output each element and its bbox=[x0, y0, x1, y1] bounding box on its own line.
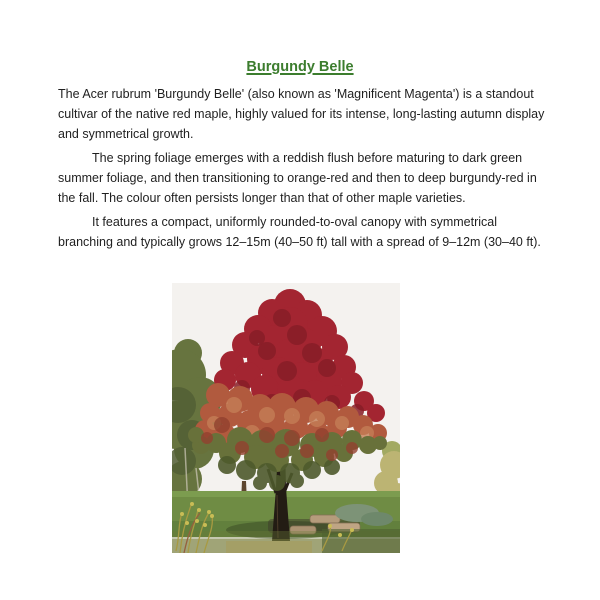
tree-photo bbox=[172, 283, 400, 553]
paragraph-intro: The Acer rubrum 'Burgundy Belle' (also known as 'Magnificent Magenta') is a standout cultivar of the native red maple, highly valued for its intense, long-lasting autumn display and symmetrical growth. bbox=[58, 87, 545, 141]
tree-photo-illustration bbox=[172, 283, 400, 553]
page-title: Burgundy Belle bbox=[246, 59, 354, 75]
body-text bbox=[58, 84, 548, 256]
paragraph-size: It features a compact, uniformly rounded-to-oval canopy with symmetrical branching and typically grows 12–15m (40–50 ft) tall with a spread of 9–12m (30–40 ft). bbox=[58, 215, 541, 249]
paragraph-foliage: The spring foliage emerges with a reddish flush before maturing to dark green summer foliage, and then transitioning to orange-red and then to deep burgundy-red in the fall. The colour often persists longer than that of other maple varieties. bbox=[58, 151, 537, 205]
